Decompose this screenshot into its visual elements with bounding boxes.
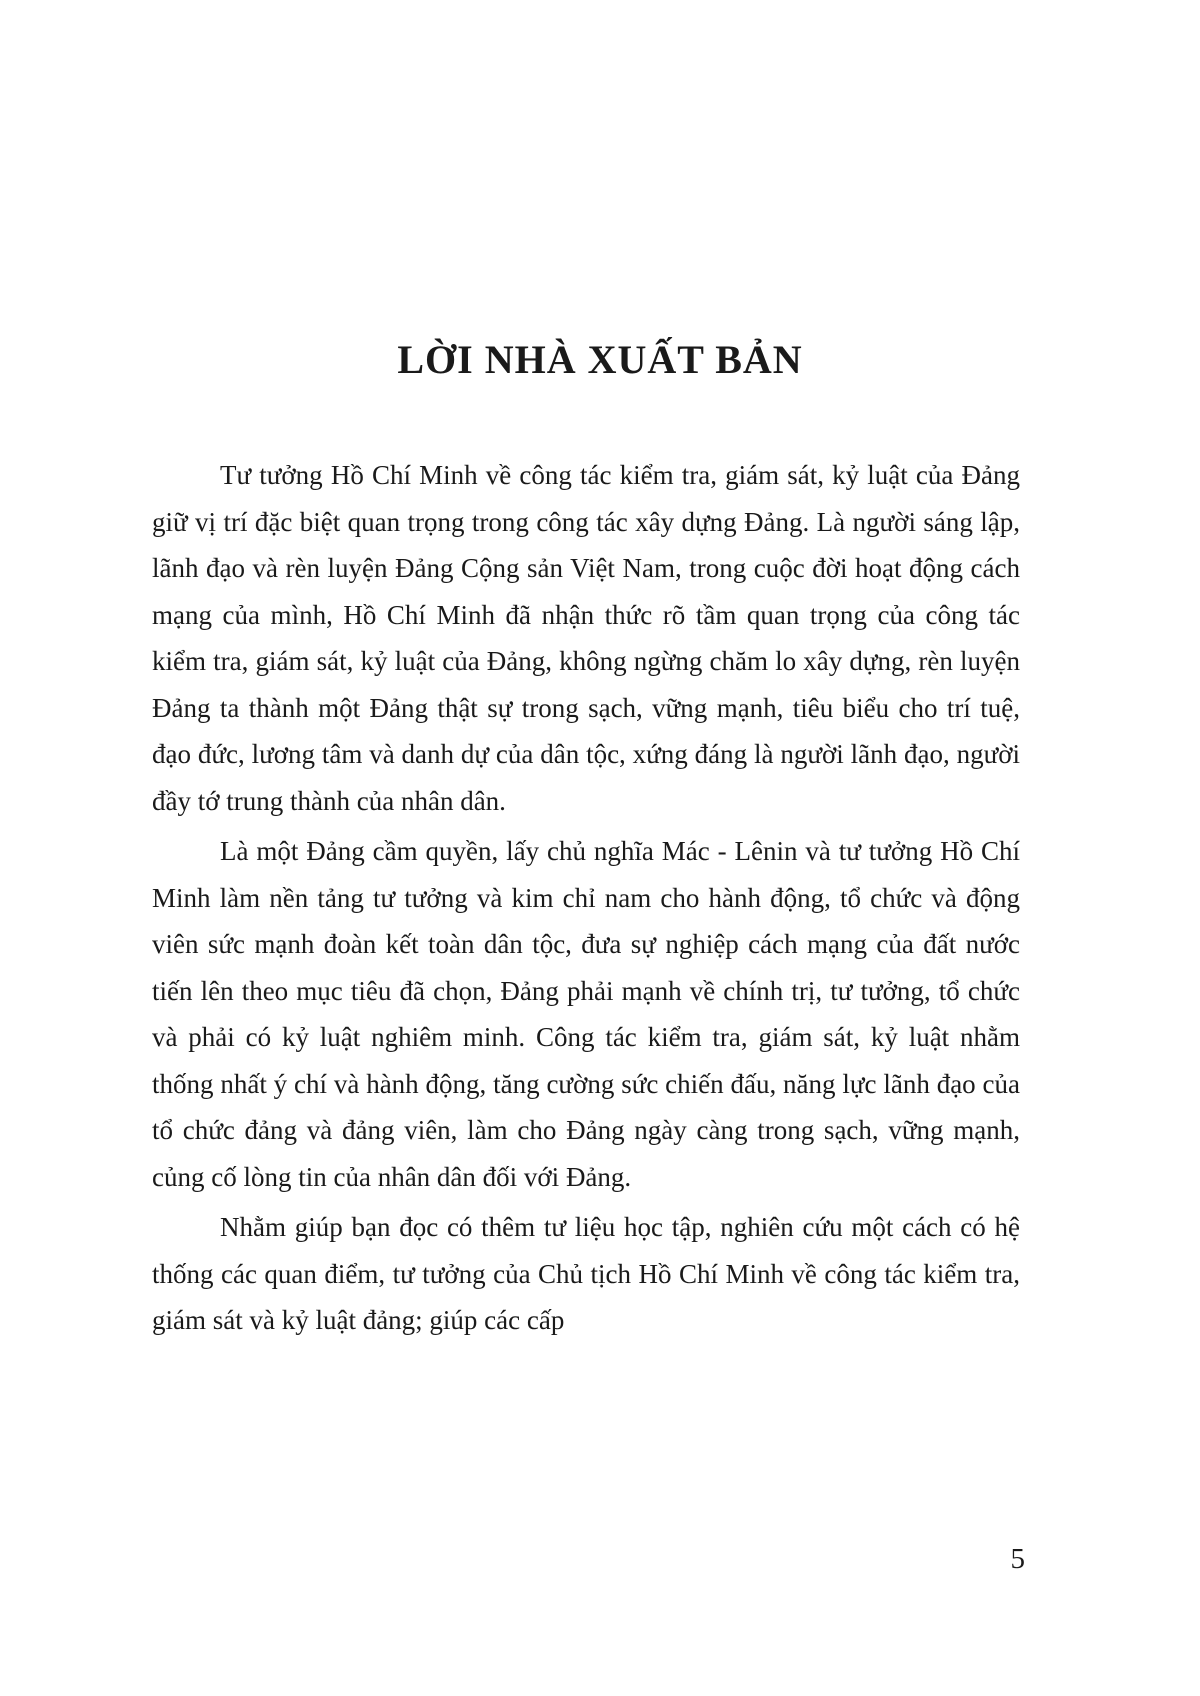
paragraph-2: Là một Đảng cầm quyền, lấy chủ nghĩa Mác - Lênin và tư tưởng Hồ Chí Minh làm nền tảng tư tưởng và kim chỉ nam cho hành động, tổ chức và động viên sức mạnh đoàn kết toàn dân tộc, đưa sự nghiệp cách mạng của đất nước tiến lên theo mục tiêu đã chọn, Đảng phải mạnh về chính trị, tư tưởng, tổ chức và phải có kỷ luật nghiêm minh. Công tác kiểm tra, giám sát, kỷ luật nhằm thống nhất ý chí và hành động, tăng cường sức chiến đấu, năng lực lãnh đạo của tổ chức đảng và đảng viên, làm cho Đảng ngày càng trong sạch, vững mạnh, củng cố lòng tin của nhân dân đối với Đảng. [152, 836, 1020, 1192]
page-number: 5 [1010, 1543, 1025, 1575]
body-text [152, 452, 1020, 1348]
paragraph-3: Nhằm giúp bạn đọc có thêm tư liệu học tập, nghiên cứu một cách có hệ thống các quan điểm, tư tưởng của Chủ tịch Hồ Chí Minh về công tác kiểm tra, giám sát và kỷ luật đảng; giúp các cấp [152, 1212, 1020, 1335]
page-title: LỜI NHÀ XUẤT BẢN [397, 337, 803, 382]
paragraph-1: Tư tưởng Hồ Chí Minh về công tác kiểm tra, giám sát, kỷ luật của Đảng giữ vị trí đặc biệt quan trọng trong công tác xây dựng Đảng. Là người sáng lập, lãnh đạo và rèn luyện Đảng Cộng sản Việt Nam, trong cuộc đời hoạt động cách mạng của mình, Hồ Chí Minh đã nhận thức rõ tầm quan trọng của công tác kiểm tra, giám sát, kỷ luật của Đảng, không ngừng chăm lo xây dựng, rèn luyện Đảng ta thành một Đảng thật sự trong sạch, vững mạnh, tiêu biểu cho trí tuệ, đạo đức, lương tâm và danh dự của dân tộc, xứng đáng là người lãnh đạo, người đầy tớ trung thành của nhân dân. [152, 460, 1020, 816]
